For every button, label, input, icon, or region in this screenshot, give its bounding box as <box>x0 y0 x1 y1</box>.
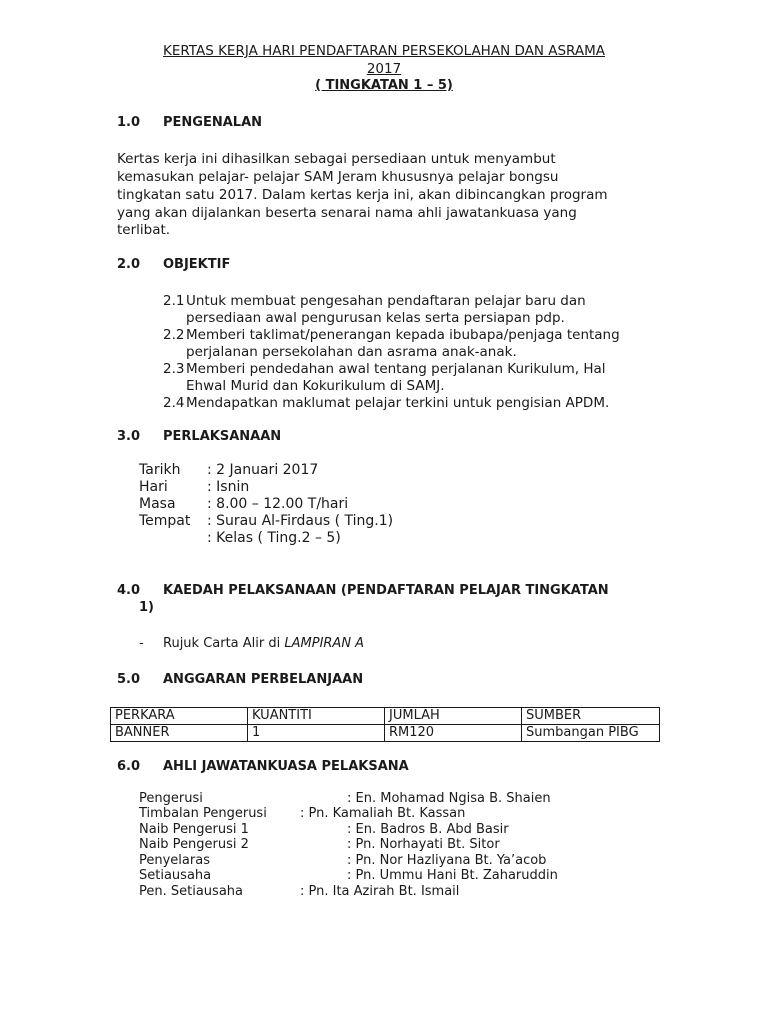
schedule-label: Tempat <box>139 513 191 529</box>
section-1-paragraph-line2: kemasukan pelajar- pelajar SAM Jeram khususnya pelajar bongsu <box>117 169 559 185</box>
section-5-heading: ANGGARAN PERBELANJAAN <box>163 672 364 687</box>
schedule-value: : Surau Al-Firdaus ( Ting.1) <box>207 513 394 529</box>
objective-item-number: 2.2 <box>163 327 185 343</box>
document-title-line3: ( TINGKATAN 1 – 5) <box>315 78 453 93</box>
schedule-value: : Isnin <box>207 479 250 495</box>
schedule-label: Masa <box>139 496 176 512</box>
document-title-line2: 2017 <box>366 61 402 77</box>
section-5-number: 5.0 <box>117 672 141 687</box>
flowchart-reference <box>163 636 364 651</box>
table-header-cell: KUANTITI <box>248 708 385 725</box>
objective-item-text: Mendapatkan maklumat pelajar terkini untuk pengisian APDM. <box>186 395 610 411</box>
schedule-label: Hari <box>139 479 168 495</box>
objective-item-text-cont: perjalanan persekolahan dan asrama anak-anak. <box>186 344 517 360</box>
committee-role: Pen. Setiausaha <box>139 884 243 899</box>
committee-name: : En. Mohamad Ngisa B. Shaien <box>347 791 551 806</box>
table-header-cell: SUMBER <box>522 708 660 725</box>
table-header-cell: JUMLAH <box>385 708 522 725</box>
table-row <box>111 725 660 742</box>
section-2-heading: OBJEKTIF <box>163 257 231 272</box>
committee-name: : Pn. Norhayati Bt. Sitor <box>347 837 500 852</box>
section-1-paragraph-line4: yang akan dijalankan beserta senarai nama ahli jawatankuasa yang <box>117 205 577 221</box>
schedule-value: : 8.00 – 12.00 T/hari <box>207 496 349 512</box>
table-cell: 1 <box>248 725 385 742</box>
committee-role: Penyelaras <box>139 853 210 868</box>
objective-item-text: Memberi pendedahan awal tentang perjalanan Kurikulum, Hal <box>186 361 606 377</box>
budget-table <box>110 707 660 742</box>
schedule-value: : Kelas ( Ting.2 – 5) <box>207 530 341 546</box>
committee-name: : Pn. Ita Azirah Bt. Ismail <box>300 884 460 899</box>
section-1-heading: PENGENALAN <box>163 115 263 130</box>
objective-item-number: 2.3 <box>163 361 185 377</box>
flowchart-reference-text: Rujuk Carta Alir di <box>163 636 285 651</box>
section-6-number: 6.0 <box>117 759 141 774</box>
committee-role: Naib Pengerusi 1 <box>139 822 249 837</box>
objective-item-text-cont: persediaan awal pengurusan kelas serta persiapan pdp. <box>186 310 565 326</box>
section-2-number: 2.0 <box>117 257 141 272</box>
committee-name: : En. Badros B. Abd Basir <box>347 822 509 837</box>
table-header-cell: PERKARA <box>111 708 248 725</box>
table-header-row <box>111 708 660 725</box>
section-3-number: 3.0 <box>117 429 141 444</box>
objective-item-text-cont: Ehwal Murid dan Kokurikulum di SAMJ. <box>186 378 445 394</box>
document-title-line1: KERTAS KERJA HARI PENDAFTARAN PERSEKOLAHAN DAN ASRAMA <box>163 43 605 59</box>
section-3-heading: PERLAKSANAAN <box>163 429 282 444</box>
committee-role: Setiausaha <box>139 868 212 883</box>
schedule-label: Tarikh <box>139 462 181 478</box>
objective-item-text: Memberi taklimat/penerangan kepada ibubapa/penjaga tentang <box>186 327 620 343</box>
committee-role: Timbalan Pengerusi <box>139 806 267 821</box>
committee-role: Pengerusi <box>139 791 203 806</box>
objective-item-text: Untuk membuat pengesahan pendaftaran pelajar baru dan <box>186 293 586 309</box>
section-1-paragraph-line3: tingkatan satu 2017. Dalam kertas kerja ini, akan dibincangkan program <box>117 187 608 203</box>
committee-name: : Pn. Nor Hazliyana Bt. Ya’acob <box>347 853 547 868</box>
section-4-heading: KAEDAH PELAKSANAAN (PENDAFTARAN PELAJAR TINGKATAN <box>163 583 609 598</box>
section-1-paragraph-line1: Kertas kerja ini dihasilkan sebagai persediaan untuk menyambut <box>117 151 556 167</box>
objective-item-number: 2.1 <box>163 293 185 309</box>
section-1-paragraph-line5: terlibat. <box>117 222 171 238</box>
objective-item-number: 2.4 <box>163 395 185 411</box>
section-4-heading-cont: 1) <box>139 600 154 615</box>
committee-name: : Pn. Kamaliah Bt. Kassan <box>300 806 466 821</box>
committee-name: : Pn. Ummu Hani Bt. Zaharuddin <box>347 868 558 883</box>
table-cell: RM120 <box>385 725 522 742</box>
bullet-dash: - <box>139 636 144 651</box>
section-6-heading: AHLI JAWATANKUASA PELAKSANA <box>163 759 409 774</box>
committee-role: Naib Pengerusi 2 <box>139 837 249 852</box>
section-1-number: 1.0 <box>117 115 141 130</box>
table-cell: BANNER <box>111 725 248 742</box>
schedule-value: : 2 Januari 2017 <box>207 462 319 478</box>
table-cell: Sumbangan PIBG <box>522 725 660 742</box>
appendix-a-label: LAMPIRAN A <box>284 636 365 651</box>
section-4-number: 4.0 <box>117 583 141 598</box>
